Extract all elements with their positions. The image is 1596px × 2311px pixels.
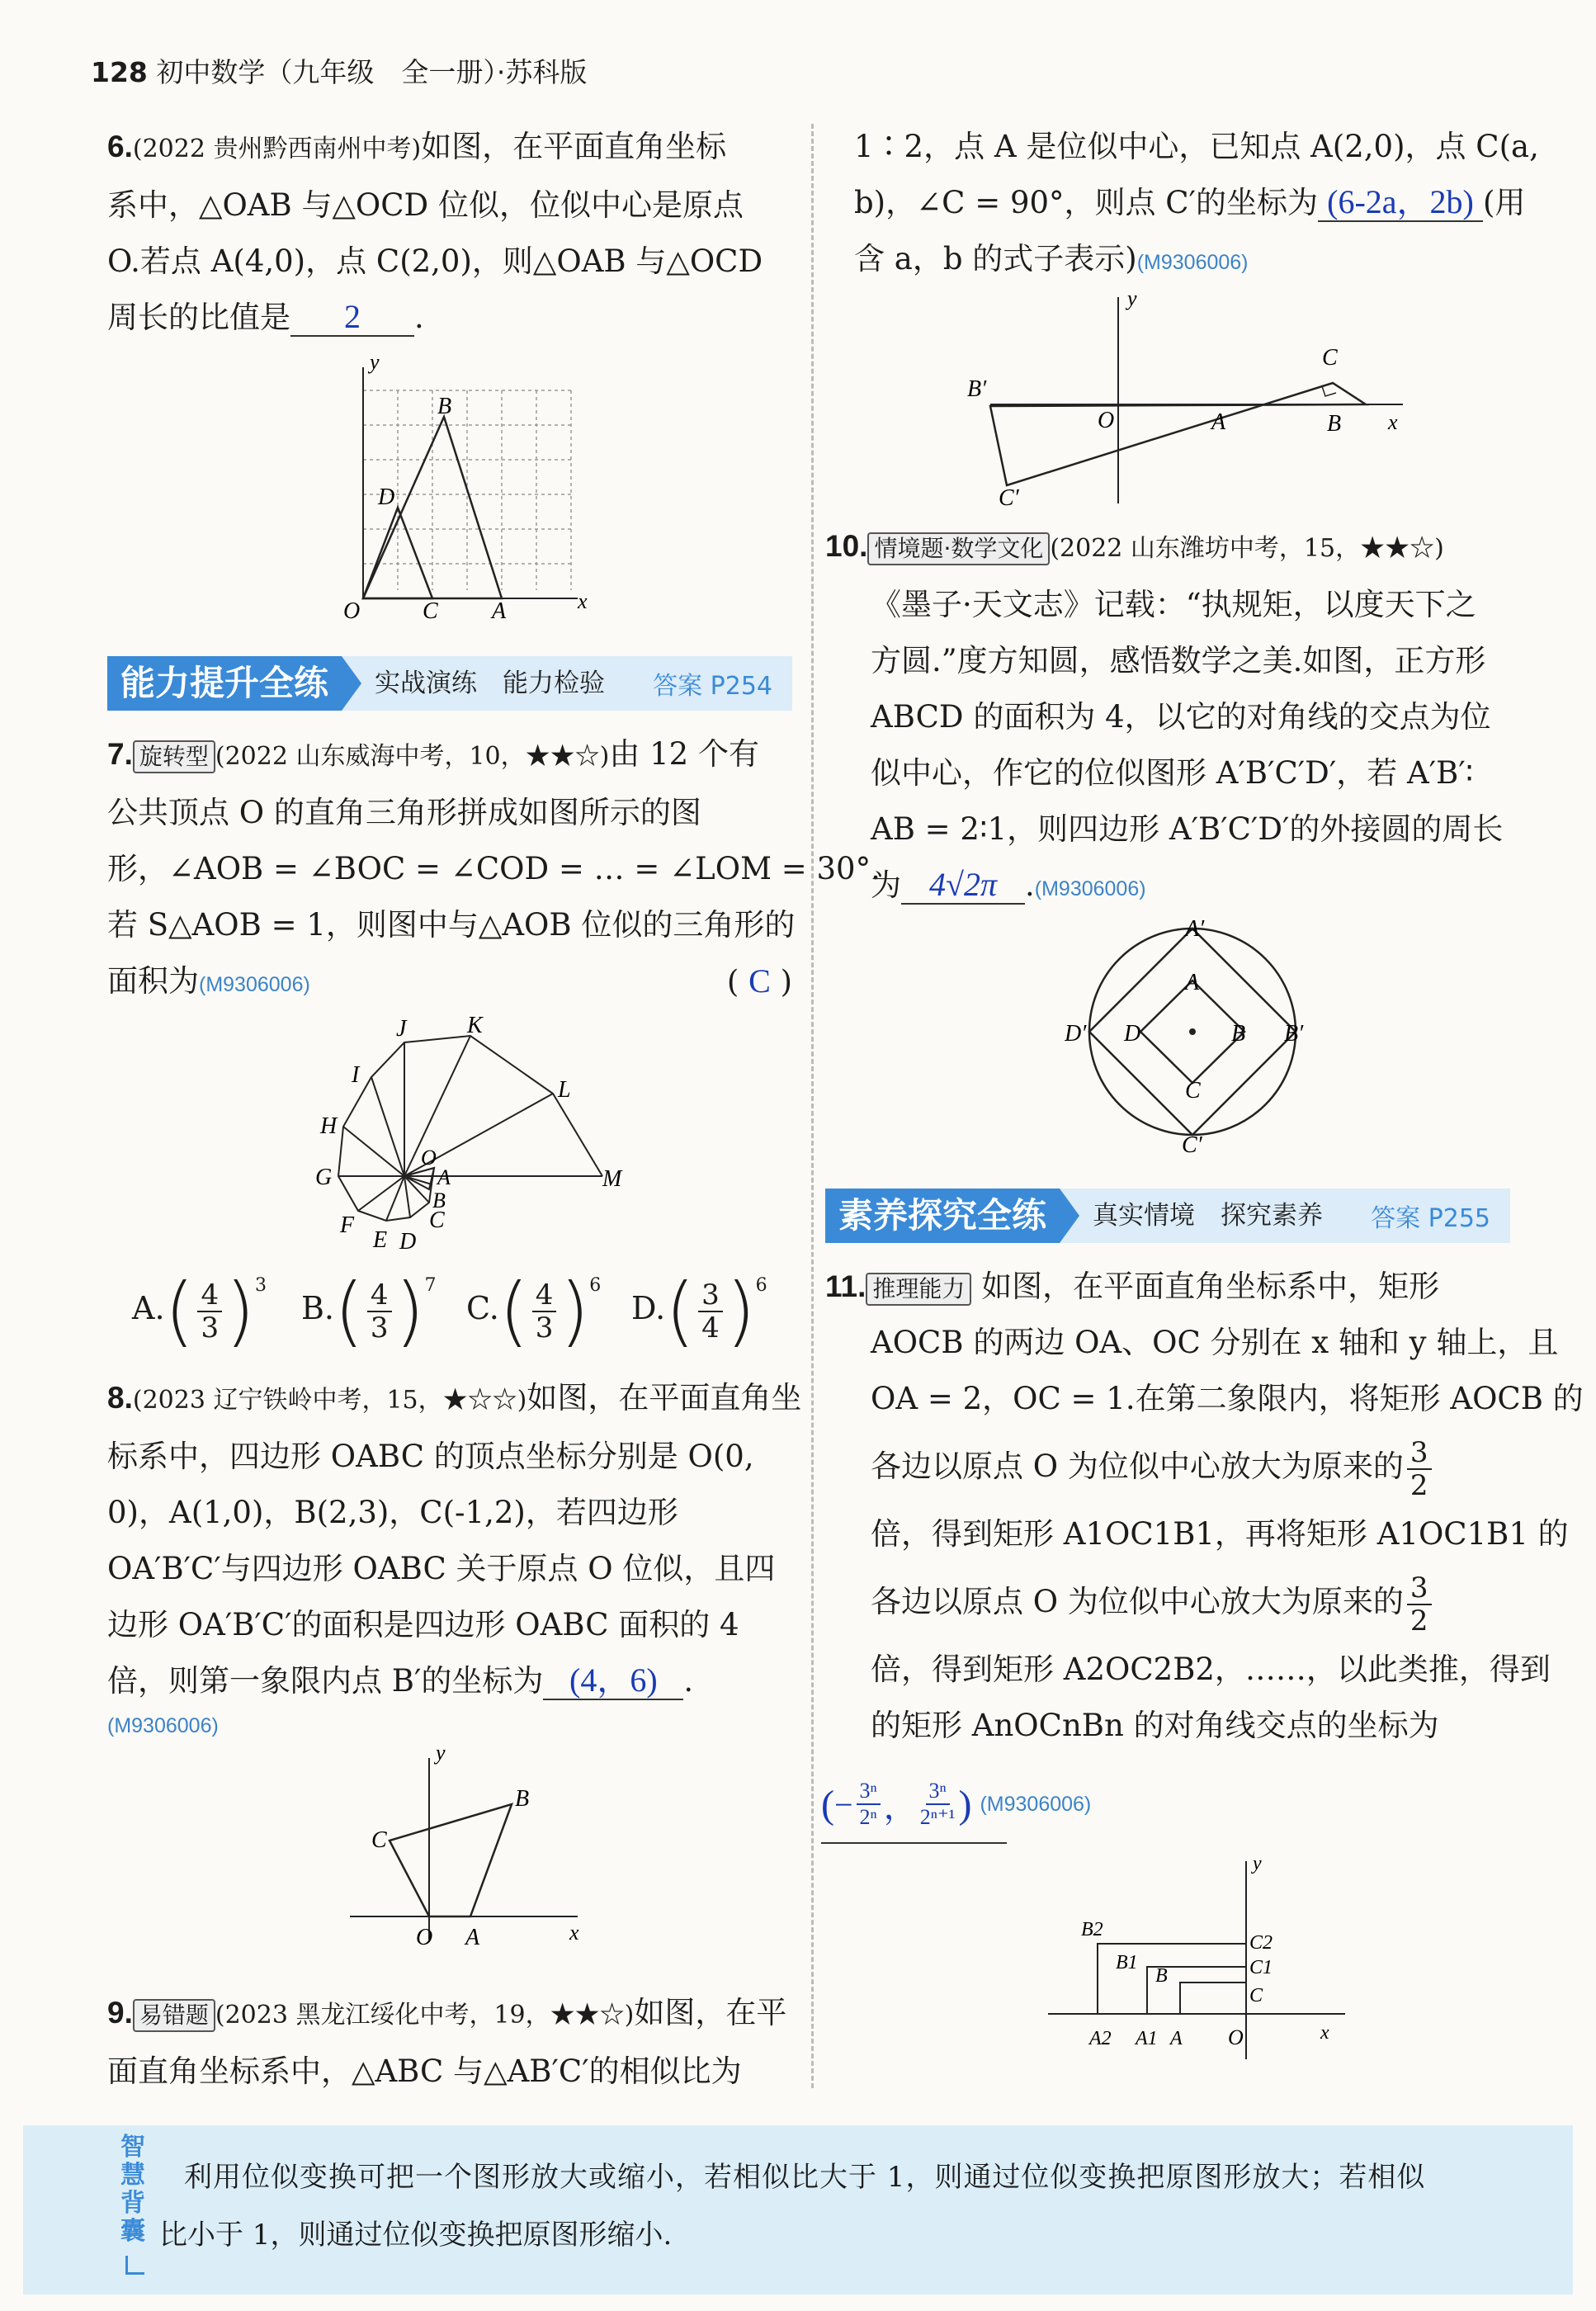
- tip-line2: 比小于 1，则通过位似变换把原图形缩小.: [159, 2219, 673, 2252]
- q7-line3: 形，∠AOB = ∠BOC = ∠COD = … = ∠LOM = 30°.: [107, 851, 881, 886]
- q7-option-d[interactable]: D.( $\frac{3}{4}$ )$^6$: [631, 1267, 767, 1355]
- q7-fig-h: H: [320, 1113, 338, 1139]
- q7-source: (2022 山东威海中考，10，: [215, 742, 526, 771]
- banner1-title: 能力提升全练: [107, 656, 342, 711]
- q7-tag: 旋转型: [133, 740, 215, 773]
- q8-fig-y: y: [436, 1742, 446, 1765]
- q11-answer-num-x: 3ⁿ: [857, 1779, 881, 1805]
- q6-line2: 系中，△OAB 与△OCD 位似，位似中心是原点: [107, 187, 744, 223]
- option-exp: 6: [755, 1275, 767, 1296]
- q11-line7: 倍，得到矩形 A2OC2B2，……，以此类推，得到: [871, 1652, 1551, 1687]
- banner1-sub: 实战演练 能力检验: [342, 656, 792, 711]
- q8-line5: 边形 OA′B′C′的面积是四边形 OABC 面积的 4: [107, 1607, 739, 1642]
- q7-option-c[interactable]: C.( $\frac{4}{3}$ )$^6$: [466, 1267, 602, 1355]
- option-exp: 3: [254, 1275, 267, 1296]
- option-num: 3: [698, 1279, 723, 1312]
- q7-fig-m: M: [602, 1166, 622, 1192]
- q7-fig-e: E: [373, 1227, 388, 1253]
- q9-line4: b)，∠C = 90°，则点 C′的坐标为: [854, 185, 1319, 220]
- q8-line3: 0)，A(1,0)，B(2,3)，C(-1,2)，若四边形: [107, 1495, 678, 1530]
- q9-fig-y: y: [1127, 289, 1137, 310]
- q11-frac-num: 3: [1407, 1437, 1432, 1470]
- option-exp: 6: [589, 1275, 602, 1296]
- question-11: [825, 1259, 1584, 1754]
- question-7: [107, 726, 881, 1013]
- banner2-answer-ref: 答案 P255: [1371, 1204, 1490, 1233]
- q7-line4: 若 S△AOB = 1，则图中与△AOB 位似的三角形的: [107, 907, 796, 943]
- q7-fig-k: K: [467, 1013, 483, 1038]
- q11-fig-c1: C1: [1249, 1957, 1273, 1978]
- tip-bar: [125, 2256, 144, 2275]
- q9-tag: 易错题: [133, 1999, 215, 2032]
- q8-period: .: [683, 1663, 694, 1699]
- q9-fig-x: x: [1388, 410, 1398, 434]
- question-8: [107, 1370, 800, 1742]
- q11-line8: 的矩形 AnOCnBn 的对角线交点的坐标为: [871, 1708, 1439, 1743]
- q8-answer: (4，6): [543, 1662, 683, 1700]
- q9-code: (M9306006): [1136, 251, 1249, 274]
- q10-number: 10.: [825, 529, 868, 563]
- option-den: 3: [201, 1311, 220, 1345]
- q8-line1: 如图，在平面直角坐: [526, 1380, 802, 1415]
- q11-line6: 各边以原点 O 为位似中心放大为原来的: [871, 1584, 1404, 1619]
- q9-fig-b: B: [1327, 411, 1342, 437]
- book-title: 初中数学（九年级 全一册）·苏科版: [156, 56, 588, 88]
- option-den: 4: [701, 1311, 720, 1345]
- q10-fig-d: D: [1124, 1021, 1141, 1047]
- q11-answer-den-x: 2ⁿ: [859, 1805, 877, 1829]
- q10-fig-a: A: [1185, 970, 1200, 995]
- q9-line1: 如图，在平: [634, 1995, 787, 2030]
- q10-line5: AB = 2∶1，则四边形 A′B′C′D′的外接圆的周长: [871, 811, 1504, 847]
- q7-line5: 面积为: [107, 963, 199, 999]
- q10-code: (M9306006): [1034, 877, 1146, 900]
- q9-fig-cp: C′: [999, 485, 1019, 511]
- q10-fig-dp: D′: [1065, 1021, 1087, 1047]
- q9-source: (2023 黑龙江绥化中考，19，: [215, 2001, 550, 2030]
- q7-fig-g: G: [315, 1165, 333, 1190]
- q11-answer: [821, 1779, 1091, 1830]
- q11-line1: 如图，在平面直角坐标系中，矩形: [981, 1269, 1440, 1304]
- q7-line1: 由 12 个有: [609, 736, 759, 772]
- q7-fig-i: I: [352, 1062, 360, 1088]
- q11-answer-lparen: (: [821, 1782, 834, 1827]
- q7-code: (M9306006): [199, 973, 310, 996]
- q10-fig-b: B: [1231, 1021, 1246, 1047]
- q10-period: .: [1025, 867, 1035, 903]
- q10-fig-bp: B′: [1284, 1021, 1304, 1047]
- q11-answer-den-y: 2ⁿ⁺¹: [919, 1805, 956, 1829]
- q10-figure: [1065, 908, 1345, 1156]
- q6-number: 6.: [107, 130, 133, 163]
- q11-fig-b: B: [1155, 1965, 1168, 1987]
- tip-text: [159, 2148, 1546, 2264]
- q9-line4-end: (用: [1483, 185, 1526, 220]
- q6-fig-b: B: [437, 394, 452, 419]
- q11-fig-a2: A2: [1089, 2028, 1112, 2049]
- option-label: A.: [132, 1290, 165, 1326]
- q8-line2: 标系中，四边形 OABC 的顶点坐标分别是 O(0,: [107, 1439, 754, 1474]
- question-10: [825, 518, 1568, 917]
- q7-figure: [281, 1011, 660, 1259]
- q10-stars: ★★☆): [1360, 534, 1444, 563]
- tip-line1: 利用位似变换可把一个图形放大或缩小，若相似比大于 1，则通过位似变换把原图形放大；若相似: [184, 2161, 1426, 2194]
- q11-fig-a: A: [1170, 2028, 1183, 2049]
- q11-line3: OA = 2，OC = 1.在第二象限内，将矩形 AOCB 的: [871, 1381, 1584, 1416]
- q7-option-b[interactable]: B.( $\frac{4}{3}$ )$^7$: [301, 1267, 437, 1355]
- q9-answer: (6-2a，2b): [1318, 184, 1483, 222]
- q8-fig-x: x: [569, 1921, 579, 1945]
- q9-fig-o: O: [1098, 408, 1115, 433]
- q8-line4: OA′B′C′与四边形 OABC 关于原点 O 位似，且四: [107, 1551, 776, 1586]
- q9-number: 9.: [107, 1996, 133, 2030]
- option-label: C.: [466, 1290, 499, 1326]
- page-number: 128: [91, 56, 148, 88]
- q10-fig-cp: C′: [1182, 1132, 1202, 1156]
- q10-fig-c: C: [1185, 1078, 1201, 1104]
- banner2-title: 素养探究全练: [825, 1189, 1060, 1243]
- q10-line4: 似中心，作它的位似图形 A′B′C′D′，若 A′B′∶: [871, 755, 1474, 791]
- q6-source: (2022 贵州黔西南州中考): [132, 135, 422, 163]
- q6-figure: [330, 351, 594, 623]
- q9-fig-a: A: [1211, 409, 1226, 435]
- banner1-answer-ref: 答案 P254: [653, 672, 772, 701]
- q6-fig-x: x: [578, 589, 588, 613]
- q7-fig-b: B: [432, 1189, 446, 1212]
- tip-box: [23, 2125, 1573, 2294]
- q8-stars: ★☆☆): [442, 1386, 527, 1415]
- q6-period: .: [414, 300, 424, 335]
- q10-tag: 情境题·数学文化: [867, 532, 1050, 565]
- q9-stars: ★★☆): [550, 2001, 635, 2030]
- q8-fig-c: C: [371, 1827, 387, 1853]
- q6-fig-c: C: [423, 598, 438, 623]
- q7-rparen: ): [780, 964, 792, 1000]
- q9-fig-c: C: [1322, 345, 1338, 371]
- q11-fig-c: C: [1249, 1985, 1263, 2006]
- q6-line3: O.若点 A(4,0)，点 C(2,0)，则△OAB 与△OCD: [107, 243, 763, 279]
- q9-figure: [966, 289, 1428, 512]
- q6-fig-o: O: [343, 598, 361, 623]
- q11-fig-x: x: [1320, 2022, 1329, 2044]
- banner2-sub: 真实情境 探究素养: [1060, 1189, 1510, 1243]
- q11-fig-o: O: [1228, 2025, 1244, 2049]
- q7-line2: 公共顶点 O 的直角三角形拼成如图所示的图: [107, 795, 701, 830]
- q7-fig-c: C: [429, 1207, 445, 1233]
- q11-fig-a1: A1: [1136, 2028, 1158, 2049]
- q11-line4: 各边以原点 O 为位似中心放大为原来的: [871, 1449, 1404, 1484]
- tip-label: 智慧背囊: [120, 2133, 145, 2246]
- q7-fig-j: J: [396, 1016, 407, 1042]
- q7-fig-l: L: [558, 1077, 571, 1103]
- q6-answer: 2: [290, 299, 414, 337]
- q8-figure: [338, 1742, 602, 1948]
- q9-fig-bp: B′: [967, 376, 987, 402]
- q11-code: (M9306006): [980, 1792, 1092, 1816]
- q7-lparen: (: [726, 964, 739, 1000]
- q6-fig-a: A: [492, 598, 507, 623]
- q11-fig-b1: B1: [1116, 1952, 1138, 1973]
- q8-code: (M9306006): [107, 1714, 219, 1737]
- q8-line6: 倍，则第一象限内点 B′的坐标为: [107, 1663, 544, 1699]
- q11-figure: [1040, 1853, 1353, 2068]
- q11-frac-den-2: 2: [1409, 1604, 1428, 1638]
- q6-fig-y: y: [370, 351, 380, 374]
- q10-source: (2022 山东潍坊中考，15，: [1050, 534, 1361, 563]
- q11-fig-y: y: [1253, 1853, 1262, 1874]
- q11-fig-b2: B2: [1081, 1919, 1103, 1940]
- q7-fig-o: O: [421, 1146, 437, 1170]
- question-6: [107, 119, 800, 346]
- q9-line5: 含 a，b 的式子表示): [854, 241, 1137, 276]
- q7-stars: ★★☆): [525, 742, 610, 771]
- q11-answer-minus: −: [833, 1785, 853, 1823]
- option-exp: 7: [424, 1275, 437, 1296]
- q11-answer-underline: [821, 1842, 1007, 1844]
- option-num: 4: [532, 1279, 557, 1312]
- q7-fig-a: A: [437, 1165, 451, 1189]
- option-label: B.: [301, 1290, 335, 1326]
- q6-line1: 如图，在平面直角坐标: [421, 129, 727, 164]
- q11-line2: AOCB 的两边 OA、OC 分别在 x 轴和 y 轴上，且: [871, 1325, 1559, 1360]
- option-label: D.: [631, 1290, 666, 1326]
- q7-fig-f: F: [340, 1212, 355, 1238]
- page-header: [91, 51, 587, 90]
- q7-answer: C: [748, 962, 771, 1000]
- q11-frac-num-2: 3: [1407, 1572, 1432, 1605]
- option-den: 3: [370, 1311, 389, 1345]
- option-den: 3: [535, 1311, 554, 1345]
- q10-line1: 《墨子·天文志》记载：“执规矩，以度天下之: [871, 587, 1476, 622]
- q9-line3: 1∶2，点 A 是位似中心，已知点 A(2,0)，点 C(a,: [854, 129, 1539, 164]
- q8-fig-o: O: [416, 1925, 433, 1948]
- q11-number: 11.: [825, 1269, 866, 1303]
- q10-answer: 4√2π: [901, 867, 1025, 905]
- q10-line2: 方圆.”度方知圆，感悟数学之美.如图，正方形: [871, 643, 1486, 678]
- q11-answer-num-y: 3ⁿ: [926, 1779, 950, 1805]
- question-9: [107, 1985, 800, 2100]
- q8-fig-a: A: [465, 1925, 480, 1948]
- option-num: 4: [367, 1279, 392, 1312]
- option-num: 4: [197, 1279, 222, 1312]
- q7-option-a[interactable]: A.( $\frac{4}{3}$ )$^3$: [132, 1267, 267, 1355]
- q11-tag: 推理能力: [866, 1273, 971, 1306]
- banner-ability: [107, 656, 792, 711]
- q8-source: (2023 辽宁铁岭中考，15，: [132, 1386, 443, 1415]
- question-9-continued: [854, 119, 1564, 291]
- q10-fig-ap: A′: [1185, 916, 1205, 942]
- q10-line6: 为: [871, 867, 901, 903]
- q6-line4: 周长的比值是: [107, 300, 290, 335]
- q8-number: 8.: [107, 1381, 133, 1415]
- q6-fig-d: D: [378, 484, 395, 510]
- q11-answer-rparen: ): [958, 1782, 972, 1827]
- column-divider: [811, 124, 814, 2088]
- q10-line3: ABCD 的面积为 4，以它的对角线的交点为位: [871, 699, 1491, 735]
- banner-literacy: [825, 1189, 1510, 1243]
- q11-line5: 倍，得到矩形 A1OC1B1，再将矩形 A1OC1B1 的: [871, 1516, 1569, 1552]
- q9-line2: 面直角坐标系中，△ABC 与△AB′C′的相似比为: [107, 2053, 742, 2089]
- q11-answer-comma: ，: [883, 1788, 917, 1826]
- q11-frac-den: 2: [1409, 1468, 1428, 1502]
- q7-number: 7.: [107, 737, 133, 771]
- q7-fig-d: D: [399, 1229, 417, 1255]
- q8-fig-b: B: [515, 1786, 530, 1812]
- q11-fig-c2: C2: [1249, 1932, 1273, 1954]
